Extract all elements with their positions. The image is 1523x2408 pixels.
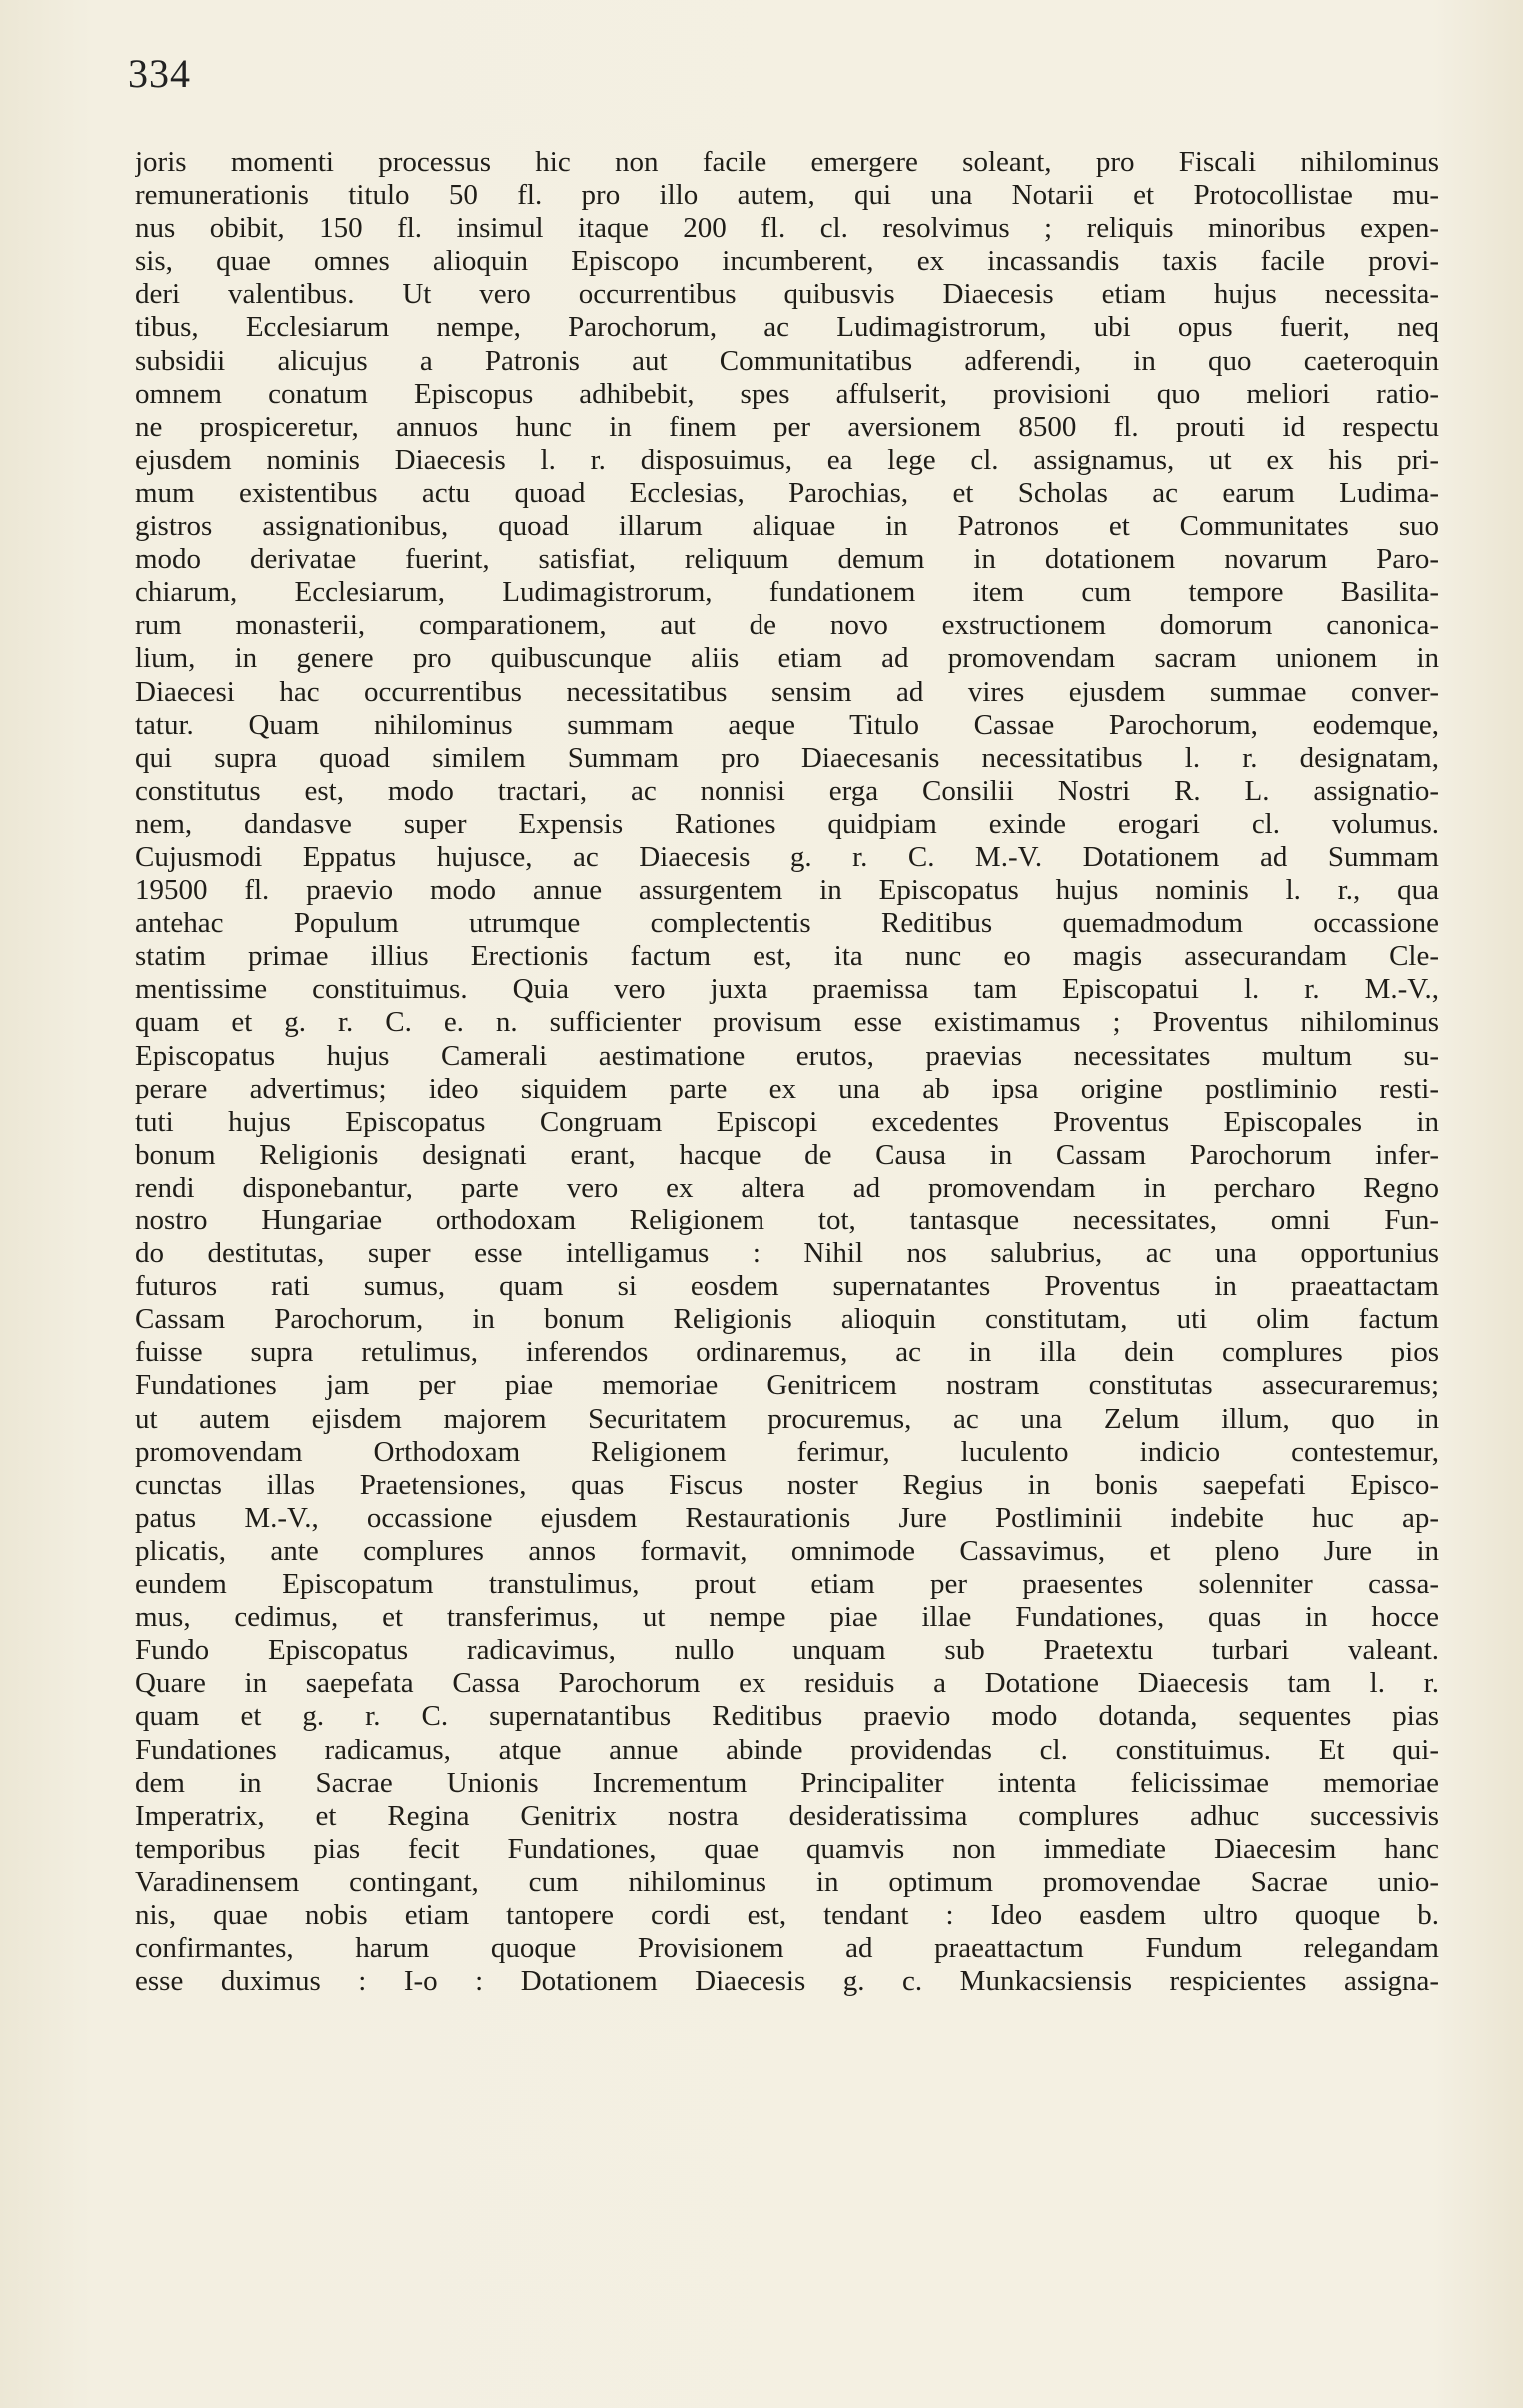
text-line: Varadinensem contingant, cum nihilominus in optimum promovendae Sacrae unio- <box>135 1865 1439 1898</box>
text-line: nus obibit, 150 fl. insimul itaque 200 fl. cl. resolvimus ; reliquis minoribus expen- <box>135 212 1439 245</box>
text-line: esse duximus : I-o : Dotationem Diaecesis g. c. Munkacsiensis respicientes assigna- <box>135 1965 1439 1998</box>
text-line: promovendam Orthodoxam Religionem ferimur, luculento indicio contestemur, <box>135 1435 1439 1468</box>
text-line: Diaecesi hac occurrentibus necessitatibus sensim ad vires ejusdem summae conver- <box>135 675 1439 708</box>
text-line: gistros assignationibus, quoad illarum aliquae in Patronos et Communitates suo <box>135 510 1439 543</box>
text-line: sis, quae omnes alioquin Episcopo incumberent, ex incassandis taxis facile provi- <box>135 245 1439 278</box>
text-line: subsidii alicujus a Patronis aut Communitatibus adferendi, in quo caeteroquin <box>135 344 1439 377</box>
text-line: Quare in saepefata Cassa Parochorum ex residuis a Dotatione Diaecesis tam l. r. <box>135 1667 1439 1700</box>
text-line: chiarum, Ecclesiarum, Ludimagistrorum, fundationem item cum tempore Basilita- <box>135 576 1439 609</box>
text-line: quam et g. r. C. e. n. sufficienter provisum esse existimamus ; Proventus nihilominus <box>135 1006 1439 1039</box>
text-line: nostro Hungariae orthodoxam Religionem tot, tantasque necessitates, omni Fun- <box>135 1204 1439 1236</box>
text-line: fuisse supra retulimus, inferendos ordinaremus, ac in illa dein complures pios <box>135 1336 1439 1369</box>
text-line: do destitutas, super esse intelligamus : Nihil nos salubrius, ac una opportunius <box>135 1237 1439 1270</box>
text-line: quam et g. r. C. supernatantibus Reditibus praevio modo dotanda, sequentes pias <box>135 1700 1439 1733</box>
text-line: temporibus pias fecit Fundationes, quae quamvis non immediate Diaecesim hanc <box>135 1832 1439 1865</box>
text-line: Fundo Episcopatus radicavimus, nullo unquam sub Praetextu turbari valeant. <box>135 1634 1439 1667</box>
body-text <box>135 146 1439 1998</box>
text-line: constitutus est, modo tractari, ac nonnisi erga Consilii Nostri R. L. assignatio- <box>135 774 1439 807</box>
text-line: qui supra quoad similem Summam pro Diaecesanis necessitatibus l. r. designatam, <box>135 741 1439 774</box>
text-line: plicatis, ante complures annos formavit, omnimode Cassavimus, et pleno Jure in <box>135 1534 1439 1567</box>
text-line: remunerationis titulo 50 fl. pro illo autem, qui una Notarii et Protocollistae mu- <box>135 179 1439 212</box>
text-line: nem, dandasve super Expensis Rationes quidpiam exinde erogari cl. volumus. <box>135 807 1439 840</box>
text-line: omnem conatum Episcopus adhibebit, spes affulserit, provisioni quo meliori ratio- <box>135 377 1439 410</box>
text-line: rendi disponebantur, parte vero ex altera ad promovendam in percharo Regno <box>135 1171 1439 1204</box>
text-line: tibus, Ecclesiarum nempe, Parochorum, ac Ludimagistrorum, ubi opus fuerit, neq <box>135 311 1439 344</box>
text-line: Cujusmodi Eppatus hujusce, ac Diaecesis g. r. C. M.-V. Dotationem ad Summam <box>135 840 1439 873</box>
text-line: confirmantes, harum quoque Provisionem ad praeattactum Fundum relegandam <box>135 1932 1439 1965</box>
text-line: futuros rati sumus, quam si eosdem supernatantes Proventus in praeattactam <box>135 1270 1439 1303</box>
text-line: ejusdem nominis Diaecesis l. r. disposuimus, ea lege cl. assignamus, ut ex his pri- <box>135 443 1439 476</box>
text-line: bonum Religionis designati erant, hacque de Causa in Cassam Parochorum infer- <box>135 1138 1439 1171</box>
text-line: dem in Sacrae Unionis Incrementum Principaliter intenta felicissimae memoriae <box>135 1766 1439 1799</box>
text-line: perare advertimus; ideo siquidem parte ex una ab ipsa origine postliminio resti- <box>135 1072 1439 1105</box>
text-line: deri valentibus. Ut vero occurrentibus quibusvis Diaecesis etiam hujus necessita- <box>135 278 1439 311</box>
text-line: joris momenti processus hic non facile emergere soleant, pro Fiscali nihilominus <box>135 146 1439 178</box>
text-line: eundem Episcopatum transtulimus, prout etiam per praesentes solenniter cassa- <box>135 1568 1439 1601</box>
text-line: Cassam Parochorum, in bonum Religionis alioquin constitutam, uti olim factum <box>135 1303 1439 1336</box>
text-line: statim primae illius Erectionis factum est, ita nunc eo magis assecurandam Cle- <box>135 940 1439 973</box>
text-line: Imperatrix, et Regina Genitrix nostra desideratissima complures adhuc successivis <box>135 1799 1439 1832</box>
page-number: 334 <box>128 51 191 96</box>
text-line: Episcopatus hujus Camerali aestimatione erutos, praevias necessitates multum su- <box>135 1039 1439 1072</box>
text-line: ut autem ejisdem majorem Securitatem procuremus, ac una Zelum illum, quo in <box>135 1402 1439 1435</box>
text-line: patus M.-V., occassione ejusdem Restaurationis Jure Postliminii indebite huc ap- <box>135 1501 1439 1534</box>
text-line: mum existentibus actu quoad Ecclesias, Parochias, et Scholas ac earum Ludima- <box>135 476 1439 509</box>
text-line: mus, cedimus, et transferimus, ut nempe piae illae Fundationes, quas in hocce <box>135 1601 1439 1634</box>
text-line: rum monasterii, comparationem, aut de novo exstructionem domorum canonica- <box>135 609 1439 642</box>
text-line: Fundationes radicamus, atque annue abinde providendas cl. constituimus. Et qui- <box>135 1733 1439 1766</box>
text-line: nis, quae nobis etiam tantopere cordi est, tendant : Ideo easdem ultro quoque b. <box>135 1898 1439 1931</box>
text-line: cunctas illas Praetensiones, quas Fiscus noster Regius in bonis saepefati Episco- <box>135 1468 1439 1501</box>
text-line: lium, in genere pro quibuscunque aliis etiam ad promovendam sacram unionem in <box>135 642 1439 675</box>
text-line: Fundationes jam per piae memoriae Genitricem nostram constitutas assecuraremus; <box>135 1369 1439 1402</box>
text-line: ne prospiceretur, annuos hunc in finem per aversionem 8500 fl. prouti id respectu <box>135 410 1439 443</box>
text-line: mentissime constituimus. Quia vero juxta praemissa tam Episcopatui l. r. M.-V., <box>135 973 1439 1006</box>
text-line: modo derivatae fuerint, satisfiat, reliquum demum in dotationem novarum Paro- <box>135 543 1439 576</box>
text-line: tatur. Quam nihilominus summam aeque Titulo Cassae Parochorum, eodemque, <box>135 708 1439 741</box>
text-line: antehac Populum utrumque complectentis Reditibus quemadmodum occassione <box>135 907 1439 940</box>
text-line: tuti hujus Episcopatus Congruam Episcopi excedentes Proventus Episcopales in <box>135 1105 1439 1138</box>
text-line: 19500 fl. praevio modo annue assurgentem in Episcopatus hujus nominis l. r., qua <box>135 874 1439 907</box>
